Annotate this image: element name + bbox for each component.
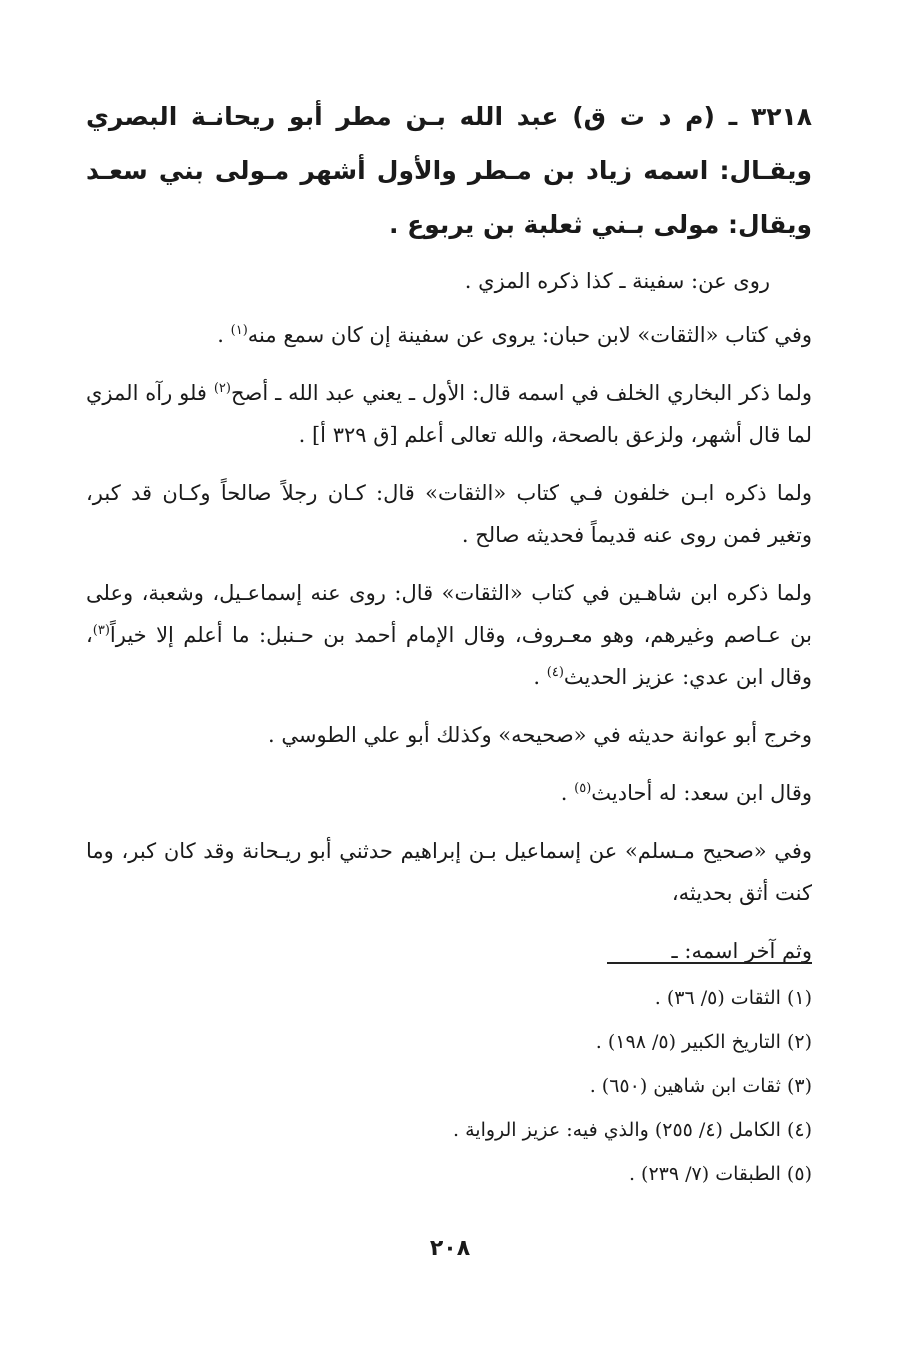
footnote-ref-3[interactable]: (٣): [92, 623, 110, 638]
footnote-5: (٥) الطبقات (٧/ ٢٣٩) .: [628, 1163, 812, 1185]
paragraph-text-end: .: [560, 781, 575, 805]
paragraph-ibn-shahin: [86, 572, 812, 698]
footnotes-list: [86, 976, 812, 1196]
footnote-2: (٢) التاريخ الكبير (٥/ ١٩٨) .: [595, 1031, 812, 1053]
main-text: [86, 90, 812, 988]
paragraph-narrated-from: روى عن: سفينة ـ كذا ذكره المزي .: [464, 269, 770, 293]
entry-heading: ٣٢١٨ ـ (م د ت ق) عبد الله بـن مطر أبو ريحانـة البصري ويقـال: اسمه زياد بن مـطر والأول أشهر مـولى بني سعـد ويقال: مولى بـني ثعلبة بن يربوع .: [86, 102, 812, 239]
paragraph-text-middle: ، وقال ابن عدي: عزيز الحديث: [86, 623, 812, 689]
paragraph-ibn-saad: [86, 772, 812, 814]
paragraph-text: وقال ابن سعد: له أحاديث: [591, 781, 812, 805]
paragraph-ibn-khalfun: ولما ذكره ابـن خلفون فـي كتاب «الثقات» قال: كـان رجلاً صالحاً وكـان قد كبر، وتغير فمن روى عنه قديماً فحديثه صالح .: [86, 481, 812, 547]
paragraph-text-end: .: [533, 665, 547, 689]
paragraph-text: ولما ذكر البخاري الخلف في اسمه قال: الأول ـ يعني عبد الله ـ أصح: [230, 381, 812, 405]
paragraph-sahih-muslim: وفي «صحيح مـسلم» عن إسماعيل بـن إبراهيم حدثني أبو ريـحانة وقد كان كبر، وما كنت أثق بحديثه،: [86, 839, 812, 905]
footnote-ref-1[interactable]: (١): [230, 323, 248, 338]
paragraph-another-name: وثم آخر اسمه: ـ: [671, 939, 812, 963]
footnote-ref-5[interactable]: (٥): [574, 781, 592, 796]
paragraph-text: ولما ذكره ابن شاهـين في كتاب «الثقات» قال: روى عنه إسماعـيل، وشعبة، وعلى بن عـاصم وغيرهم، وهو معـروف، وقال الإمام أحمد بن حـنبل: ما أعلم إلا خيراً: [86, 581, 812, 647]
footnote-ref-4[interactable]: (٤): [546, 665, 564, 680]
paragraph-text-end: .: [217, 323, 231, 347]
footnote-ref-2[interactable]: (٢): [213, 381, 231, 396]
paragraph-abu-awana: وخرج أبو عوانة حديثه في «صحيحه» وكذلك أبو علي الطوسي .: [268, 723, 812, 747]
footnote-3: (٣) ثقات ابن شاهين (٦٥٠) .: [589, 1075, 812, 1097]
footnote-divider: [607, 962, 812, 964]
paragraph-bukhari: [86, 372, 812, 456]
paragraph-text: وفي كتاب «الثقات» لابن حبان: يروى عن سفينة إن كان سمع منه: [247, 323, 812, 347]
paragraph-ibn-hibban: [86, 314, 812, 356]
paragraph-text-end: فلو رآه المزي لما قال أشهر، ولزعق بالصحة، والله تعالى أعلم [ق ٣٢٩ أ] .: [86, 381, 812, 447]
footnote-1: (١) الثقات (٥/ ٣٦) .: [654, 987, 812, 1009]
page-number: ٢٠٨: [429, 1236, 471, 1261]
footnote-4: (٤) الكامل (٤/ ٢٥٥) والذي فيه: عزيز الرواية .: [453, 1119, 812, 1141]
